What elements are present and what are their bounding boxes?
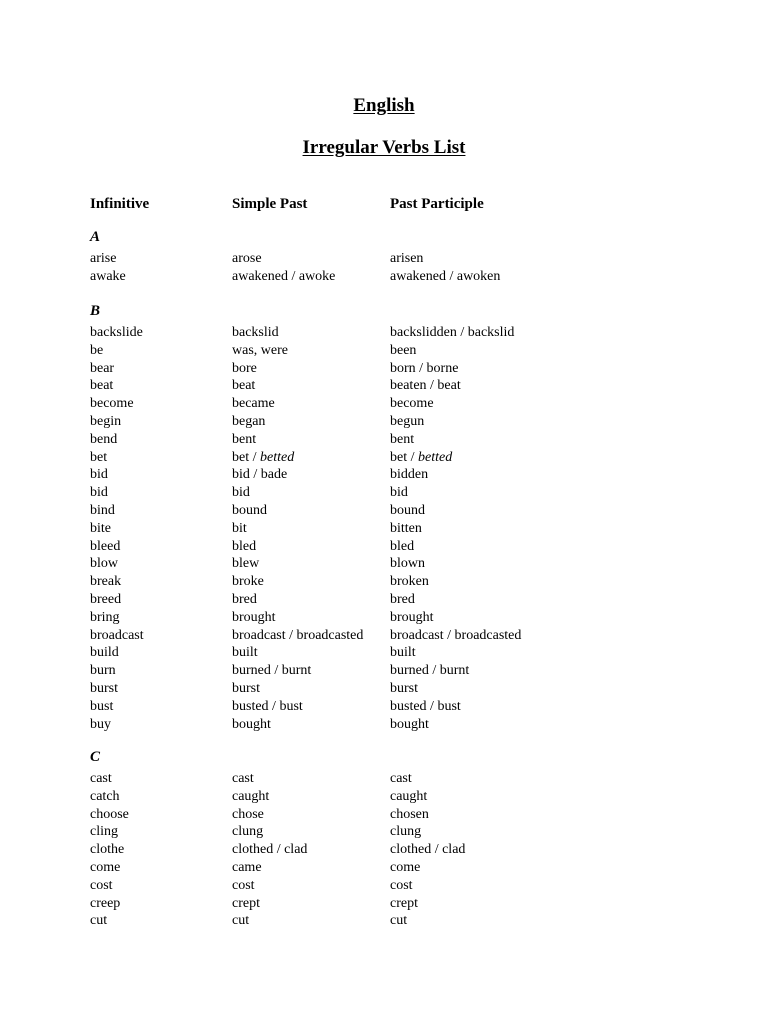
infinitive-cell: bend [90, 431, 118, 447]
infinitive-cell: awake [90, 268, 126, 284]
infinitive-cell: breed [90, 592, 122, 607]
past-participle-cell: cut [390, 913, 408, 929]
infinitive-cell: clothe [90, 842, 125, 858]
simple-past-cell: came [232, 860, 262, 875]
past-participle-cell: busted / bust [390, 698, 461, 714]
simple-past-cell: burst [232, 681, 260, 696]
table-row [0, 395, 768, 413]
table-row [0, 680, 768, 698]
past-participle-cell: begun [390, 414, 425, 429]
table-row [0, 377, 768, 395]
past-participle-cell: beaten / beat [390, 378, 461, 394]
infinitive-cell: be [90, 342, 104, 358]
table-row [0, 859, 768, 877]
infinitive-cell: cast [90, 771, 112, 786]
table-row [0, 268, 768, 286]
simple-past-cell: became [232, 396, 275, 412]
infinitive-cell: bite [90, 520, 111, 536]
infinitive-cell: burst [90, 681, 118, 696]
simple-past-cell: clung [232, 824, 264, 840]
past-participle-cell: come [390, 860, 421, 875]
infinitive-cell: bid [90, 467, 108, 483]
past-participle-cell: born / borne [390, 360, 459, 376]
simple-past-cell: arose [232, 251, 262, 266]
past-participle-cell: arisen [390, 251, 424, 266]
infinitive-cell: begin [90, 414, 122, 429]
section-letter: C [90, 749, 101, 765]
simple-past-cell: busted / bust [232, 698, 303, 714]
simple-past-cell: broadcast / broadcasted [232, 627, 364, 643]
simple-past-cell: began [232, 414, 266, 429]
simple-past-cell: burned / burnt [232, 663, 312, 679]
table-row [0, 788, 768, 806]
simple-past-cell: bit [232, 520, 247, 536]
infinitive-cell: bind [90, 503, 115, 518]
simple-past-cell: bred [232, 592, 257, 607]
simple-past-cell: bent [232, 431, 257, 447]
table-row [0, 770, 768, 788]
past-participle-cell: bet / betted [390, 449, 453, 465]
table-row [0, 627, 768, 645]
table-row [0, 644, 768, 662]
document-subtitle: Irregular Verbs List [302, 137, 466, 158]
past-participle-cell: burst [390, 681, 418, 696]
past-participle-cell: backslidden / backslid [390, 325, 515, 340]
infinitive-cell: catch [90, 788, 120, 804]
table-row [0, 823, 768, 841]
past-participle-cell: bound [390, 503, 425, 518]
past-participle-cell: blown [390, 556, 425, 572]
table-row [0, 591, 768, 609]
past-participle-cell: crept [390, 895, 418, 911]
simple-past-cell: cut [232, 913, 250, 929]
table-row [0, 698, 768, 716]
infinitive-cell: backslide [90, 325, 143, 340]
infinitive-cell: bleed [90, 538, 121, 554]
simple-past-cell: backslid [232, 325, 279, 340]
past-participle-cell: bitten [390, 520, 422, 536]
past-participle-cell: built [390, 645, 416, 661]
past-participle-cell: chosen [390, 806, 429, 822]
infinitive-cell: become [90, 396, 134, 412]
table-row [0, 342, 768, 360]
simple-past-cell: was, were [232, 342, 288, 358]
simple-past-cell: bid [232, 485, 250, 501]
past-participle-cell: caught [390, 788, 428, 804]
simple-past-cell: crept [232, 895, 260, 911]
past-participle-cell: cost [390, 877, 413, 893]
infinitive-cell: break [90, 574, 122, 590]
simple-past-cell: broke [232, 574, 264, 590]
infinitive-cell: come [90, 860, 121, 875]
section-letter: B [90, 303, 101, 319]
table-row [0, 431, 768, 449]
past-participle-cell: bred [390, 592, 415, 607]
infinitive-cell: broadcast [90, 627, 144, 643]
past-participle-cell: bid [390, 485, 408, 501]
infinitive-cell: bust [90, 698, 114, 714]
past-participle-cell: cast [390, 771, 412, 786]
table-row [0, 877, 768, 895]
simple-past-cell: bet / betted [232, 449, 295, 465]
infinitive-cell: bid [90, 485, 108, 501]
table-row [0, 895, 768, 913]
table-row [0, 484, 768, 502]
past-participle-cell: bled [390, 538, 415, 554]
past-participle-cell: bent [390, 431, 415, 447]
past-participle-cell: brought [390, 609, 434, 625]
table-row [0, 806, 768, 824]
past-participle-cell: awakened / awoken [390, 268, 501, 284]
table-row [0, 609, 768, 627]
document-title: English [353, 95, 415, 116]
simple-past-cell: caught [232, 788, 270, 804]
infinitive-cell: creep [90, 895, 121, 911]
past-participle-cell: broken [390, 574, 429, 590]
simple-past-cell: cast [232, 771, 254, 786]
table-row [0, 466, 768, 484]
infinitive-cell: bring [90, 609, 120, 625]
table-row [0, 250, 768, 268]
infinitive-cell: arise [90, 251, 117, 266]
simple-past-cell: clothed / clad [232, 842, 308, 858]
simple-past-cell: bid / bade [232, 467, 288, 483]
past-participle-cell-italic: betted [418, 449, 453, 465]
table-row [0, 502, 768, 520]
table-row [0, 413, 768, 431]
infinitive-cell: beat [90, 378, 114, 394]
simple-past-cell: bore [232, 360, 257, 376]
table-row [0, 912, 768, 930]
simple-past-cell: beat [232, 378, 256, 394]
infinitive-cell: buy [90, 716, 111, 732]
section-letter: A [90, 229, 101, 245]
simple-past-cell-italic: betted [260, 449, 295, 465]
table-row [0, 716, 768, 734]
infinitive-cell: cling [90, 824, 118, 840]
infinitive-cell: build [90, 645, 119, 661]
table-row [0, 520, 768, 538]
past-participle-cell: been [390, 342, 417, 358]
infinitive-cell: bet [90, 449, 108, 465]
simple-past-cell: built [232, 645, 258, 661]
simple-past-cell: bled [232, 538, 257, 554]
simple-past-cell: awakened / awoke [232, 268, 336, 284]
past-participle-cell: clung [390, 824, 422, 840]
table-row [0, 841, 768, 859]
header-past-participle: Past Participle [390, 196, 484, 212]
table-row [0, 662, 768, 680]
infinitive-cell: cost [90, 877, 113, 893]
header-infinitive: Infinitive [90, 196, 150, 212]
past-participle-cell: broadcast / broadcasted [390, 627, 522, 643]
infinitive-cell: burn [90, 663, 116, 679]
simple-past-cell: blew [232, 556, 260, 572]
table-row [0, 449, 768, 467]
past-participle-cell: become [390, 396, 434, 412]
header-simple-past: Simple Past [232, 196, 308, 212]
simple-past-cell: bound [232, 503, 267, 518]
simple-past-cell: bought [232, 716, 271, 732]
past-participle-cell: clothed / clad [390, 842, 466, 858]
table-row [0, 360, 768, 378]
table-row [0, 538, 768, 556]
table-row [0, 573, 768, 591]
table-row [0, 324, 768, 342]
table-row [0, 555, 768, 573]
infinitive-cell: cut [90, 913, 108, 929]
simple-past-cell: chose [232, 806, 264, 822]
infinitive-cell: bear [90, 360, 115, 376]
infinitive-cell: blow [90, 556, 118, 572]
past-participle-cell: bought [390, 716, 429, 732]
past-participle-cell: bidden [390, 467, 429, 483]
simple-past-cell: brought [232, 609, 276, 625]
past-participle-cell: burned / burnt [390, 663, 470, 679]
simple-past-cell: cost [232, 877, 255, 893]
infinitive-cell: choose [90, 806, 129, 822]
